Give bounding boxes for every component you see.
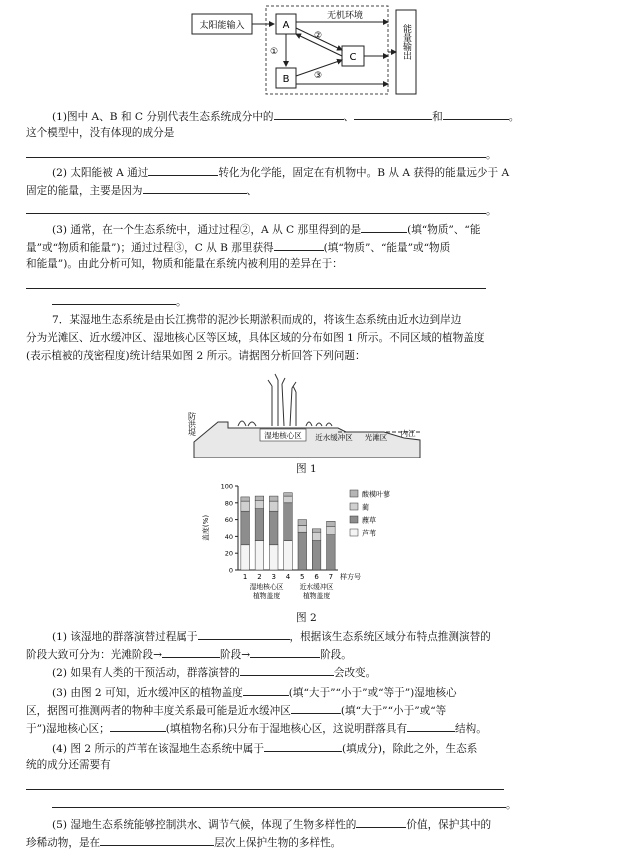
legend-swatch xyxy=(350,529,358,536)
text: (5) 湿地生态系统能够控制洪水、调节气候，体现了生物多样性的 xyxy=(52,819,357,831)
q6-part1 xyxy=(52,108,519,124)
legend-swatch xyxy=(350,503,358,510)
x-tick-label: 1 xyxy=(242,573,248,581)
x-axis-label: 样方号 xyxy=(340,573,361,581)
y-tick-label: 60 xyxy=(224,516,233,525)
text: 结构。 xyxy=(455,723,487,735)
x-tick-label: 3 xyxy=(271,573,276,581)
text: 7．某湿地生态系统是由长江携带的泥沙长期淤积而成的，将该生态系统由近水边到岸边 xyxy=(52,314,462,326)
bar-segment xyxy=(269,501,278,511)
answer-blank[interactable] xyxy=(264,740,342,752)
q7-part5-cont xyxy=(26,834,341,850)
legend-label: 芦苇 xyxy=(362,529,376,538)
text: 、 xyxy=(246,185,258,197)
group-label-core: 湿地核心区 xyxy=(249,583,284,591)
q6-part3-line xyxy=(26,277,486,293)
text: 阶段→ xyxy=(220,649,251,661)
answer-blank[interactable] xyxy=(26,778,504,790)
q7-part3-cont2 xyxy=(26,720,487,736)
q7-part3-cont xyxy=(26,702,446,718)
text: 统的成分还需要有 xyxy=(26,759,111,771)
buffer-zone-label: 近水缓冲区 xyxy=(315,433,353,442)
text: 。 xyxy=(508,111,520,123)
legend-swatch xyxy=(350,516,358,523)
bar-segment xyxy=(312,532,321,540)
text: 会改变。 xyxy=(333,667,377,679)
energy-output-label: 能量输出 xyxy=(401,24,411,60)
x-tick-label: 6 xyxy=(314,573,319,581)
river-label: 内江 xyxy=(400,429,416,438)
bar-segment xyxy=(312,541,321,570)
q6-part3 xyxy=(52,221,480,237)
figure-1-caption: 图 1 xyxy=(296,463,317,475)
text: 阶段。 xyxy=(320,649,352,661)
text: (1)图中 A、B 和 C 分别代表生态系统成分中的 xyxy=(52,111,274,123)
answer-blank[interactable] xyxy=(354,108,432,120)
legend-label: 藨草 xyxy=(362,516,376,525)
text: 。 xyxy=(486,205,497,217)
text: 层次上保护生物的多样性。 xyxy=(214,837,342,849)
bar-segment xyxy=(298,525,307,532)
bar-segment xyxy=(284,493,293,496)
core-zone-label: 湿地核心区 xyxy=(264,431,302,440)
low-plants xyxy=(238,421,332,426)
bar-segment xyxy=(255,541,264,570)
text: (1) 该湿地的群落演替过程属于 xyxy=(52,631,198,643)
q7-part5 xyxy=(52,816,491,832)
q7-part1-cont xyxy=(26,646,352,662)
answer-blank[interactable] xyxy=(240,664,334,676)
levee-label: 防洪堤 xyxy=(188,412,197,436)
bar-segment xyxy=(327,521,336,526)
text: 阶段大致可分为：光滩阶段→ xyxy=(26,649,163,661)
q7-part4-cont xyxy=(26,758,111,772)
q6-part1-line xyxy=(26,146,497,162)
bar-segment xyxy=(298,520,307,526)
bar-segment xyxy=(241,501,250,511)
answer-blank[interactable] xyxy=(26,202,486,214)
text: (3) 通常，在一个生态系统中，通过过程②，A 从 C 那里得到的是 xyxy=(52,224,362,236)
bar-segment xyxy=(255,496,264,500)
flat-zone-label: 光滩区 xyxy=(364,433,388,442)
text: (2) 如果有人类的干预活动，群落演替的 xyxy=(52,667,240,679)
q7-part4-line2 xyxy=(52,796,517,812)
node-c: C xyxy=(349,52,357,63)
text: 区，据图可推测两者的物种丰度关系最可能是近水缓冲区 xyxy=(26,705,291,717)
bar-segment xyxy=(269,511,278,545)
x-tick-label: 4 xyxy=(285,573,291,581)
bar-segment xyxy=(255,500,264,508)
reed-plants xyxy=(268,374,296,426)
process-3: ③ xyxy=(314,71,323,81)
bar-segment xyxy=(255,509,264,541)
text: (填“物质”、“能 xyxy=(407,224,481,236)
process-1: ① xyxy=(270,47,279,57)
group-label-core-sub: 植物盖度 xyxy=(252,592,281,600)
figure-2-caption: 图 2 xyxy=(296,612,317,624)
q7-part4-line xyxy=(26,778,504,794)
text: 。 xyxy=(486,149,497,161)
process-2: ② xyxy=(314,31,323,41)
y-tick-label: 40 xyxy=(224,532,233,541)
text: (填“大于”“小于”或“等 xyxy=(340,705,447,717)
text: 价值，保护其中的 xyxy=(406,819,492,831)
bar-segment xyxy=(312,529,321,532)
answer-blank[interactable] xyxy=(52,293,176,305)
text: 、 xyxy=(343,111,355,123)
ecosystem-model-diagram xyxy=(190,2,430,100)
solar-input-label: 太阳能输入 xyxy=(199,21,245,31)
wetland-profile-figure xyxy=(188,372,424,458)
x-tick-label: 2 xyxy=(257,573,262,581)
text: 于”)湿地核心区； xyxy=(26,723,110,735)
answer-blank[interactable] xyxy=(162,646,220,658)
bar-segment xyxy=(269,496,278,501)
text: (4) 图 2 所示的芦苇在该湿地生态系统中属于 xyxy=(52,743,264,755)
q6-part2-line xyxy=(26,202,497,218)
text: 。 xyxy=(176,296,187,308)
node-b: B xyxy=(282,74,290,85)
answer-blank[interactable] xyxy=(291,702,341,714)
answer-blank[interactable] xyxy=(243,684,289,696)
answer-blank[interactable] xyxy=(274,239,324,251)
plant-coverage-chart xyxy=(198,478,408,610)
text: (3) 由图 2 可知，近水缓冲区的植物盖度 xyxy=(52,687,243,699)
answer-blank[interactable] xyxy=(198,628,290,640)
legend-label: 酸模叶蓼 xyxy=(362,490,390,499)
answer-blank[interactable] xyxy=(361,221,407,233)
answer-blank[interactable] xyxy=(148,164,218,176)
bar-segment xyxy=(241,511,250,545)
bar-segment xyxy=(327,535,336,570)
bar-segment xyxy=(327,526,336,534)
q7-intro xyxy=(52,313,461,327)
legend-swatch xyxy=(350,490,358,497)
text: (填成分)，除此之外，生态系 xyxy=(341,743,478,755)
bar-segment xyxy=(241,545,250,570)
text: ，根据该生态系统区域分布特点推测演替的 xyxy=(289,631,491,643)
q7-part1 xyxy=(52,628,491,644)
answer-blank[interactable] xyxy=(250,646,320,658)
bar-segment xyxy=(284,541,293,570)
text: (填植物名称)只分布于湿地核心区，这说明群落具有 xyxy=(165,723,408,735)
q7-part4 xyxy=(52,740,477,756)
bar-segment xyxy=(269,545,278,570)
y-tick-label: 100 xyxy=(220,482,233,491)
text: 转化为化学能，固定在有机物中。B 从 A 获得的能量远少于 A xyxy=(218,167,510,179)
bar-segment xyxy=(284,503,293,541)
group-label-buffer-sub: 植物盖度 xyxy=(302,592,331,600)
text: (填“物质”、“能量”或“物质 xyxy=(323,242,451,254)
env-label: 无机环境 xyxy=(326,11,364,21)
q6-part1-cont xyxy=(26,126,174,140)
q6-part3-cont2 xyxy=(26,257,343,271)
text: 和能量”)。由此分析可知，物质和能量在系统内被利用的差异在于： xyxy=(26,258,343,270)
bar-segment xyxy=(241,497,250,501)
answer-blank[interactable] xyxy=(407,720,455,732)
answer-blank[interactable] xyxy=(356,816,406,828)
answer-blank[interactable] xyxy=(52,796,506,808)
y-tick-label: 0 xyxy=(228,566,233,575)
text: (填“大于”“小于”或“等于”)湿地核心 xyxy=(288,687,457,699)
q6-part2 xyxy=(52,164,509,180)
bar-segment xyxy=(298,532,307,570)
legend-label: 蔺 xyxy=(362,503,369,512)
text: 量”或“物质和能量”)；通过过程③，C 从 B 那里获得 xyxy=(26,242,274,254)
y-tick-label: 20 xyxy=(224,549,233,558)
answer-blank[interactable] xyxy=(26,277,486,289)
answer-blank[interactable] xyxy=(274,108,344,120)
text: 分为光滩区、近水缓冲区、湿地核心区等区域，具体区域的分布如图 1 所示。不同区域的植物盖度 xyxy=(26,332,485,344)
q7-intro-3 xyxy=(26,349,366,363)
text: 这个模型中，没有体现的成分是 xyxy=(26,127,175,139)
answer-blank[interactable] xyxy=(26,146,486,158)
q6-part3-line2 xyxy=(52,293,187,309)
q6-part3-cont xyxy=(26,239,450,255)
x-tick-label: 5 xyxy=(300,573,305,581)
text: (2) 太阳能被 A 通过 xyxy=(52,167,149,179)
text: 。 xyxy=(506,799,517,811)
y-axis-label: 盖度(%) xyxy=(202,514,210,542)
group-label-buffer: 近水缓冲区 xyxy=(299,583,334,591)
answer-blank[interactable] xyxy=(110,720,166,732)
text: 珍稀动物，是在 xyxy=(26,837,101,849)
x-tick-label: 7 xyxy=(328,573,334,581)
q6-part2-cont xyxy=(26,182,257,198)
q7-intro-2 xyxy=(26,331,484,345)
answer-blank[interactable] xyxy=(143,182,247,194)
text: (表示植被的茂密程度)统计结果如图 2 所示。请据图分析回答下列问题： xyxy=(26,350,366,362)
answer-blank[interactable] xyxy=(443,108,509,120)
node-a: A xyxy=(282,20,290,31)
q7-part2 xyxy=(52,664,376,680)
bar-segment xyxy=(284,496,293,503)
answer-blank[interactable] xyxy=(100,834,214,846)
q7-part3 xyxy=(52,684,457,700)
text: 固定的能量，主要是因为 xyxy=(26,185,143,197)
text: 和 xyxy=(432,111,443,123)
y-tick-label: 80 xyxy=(224,499,233,508)
